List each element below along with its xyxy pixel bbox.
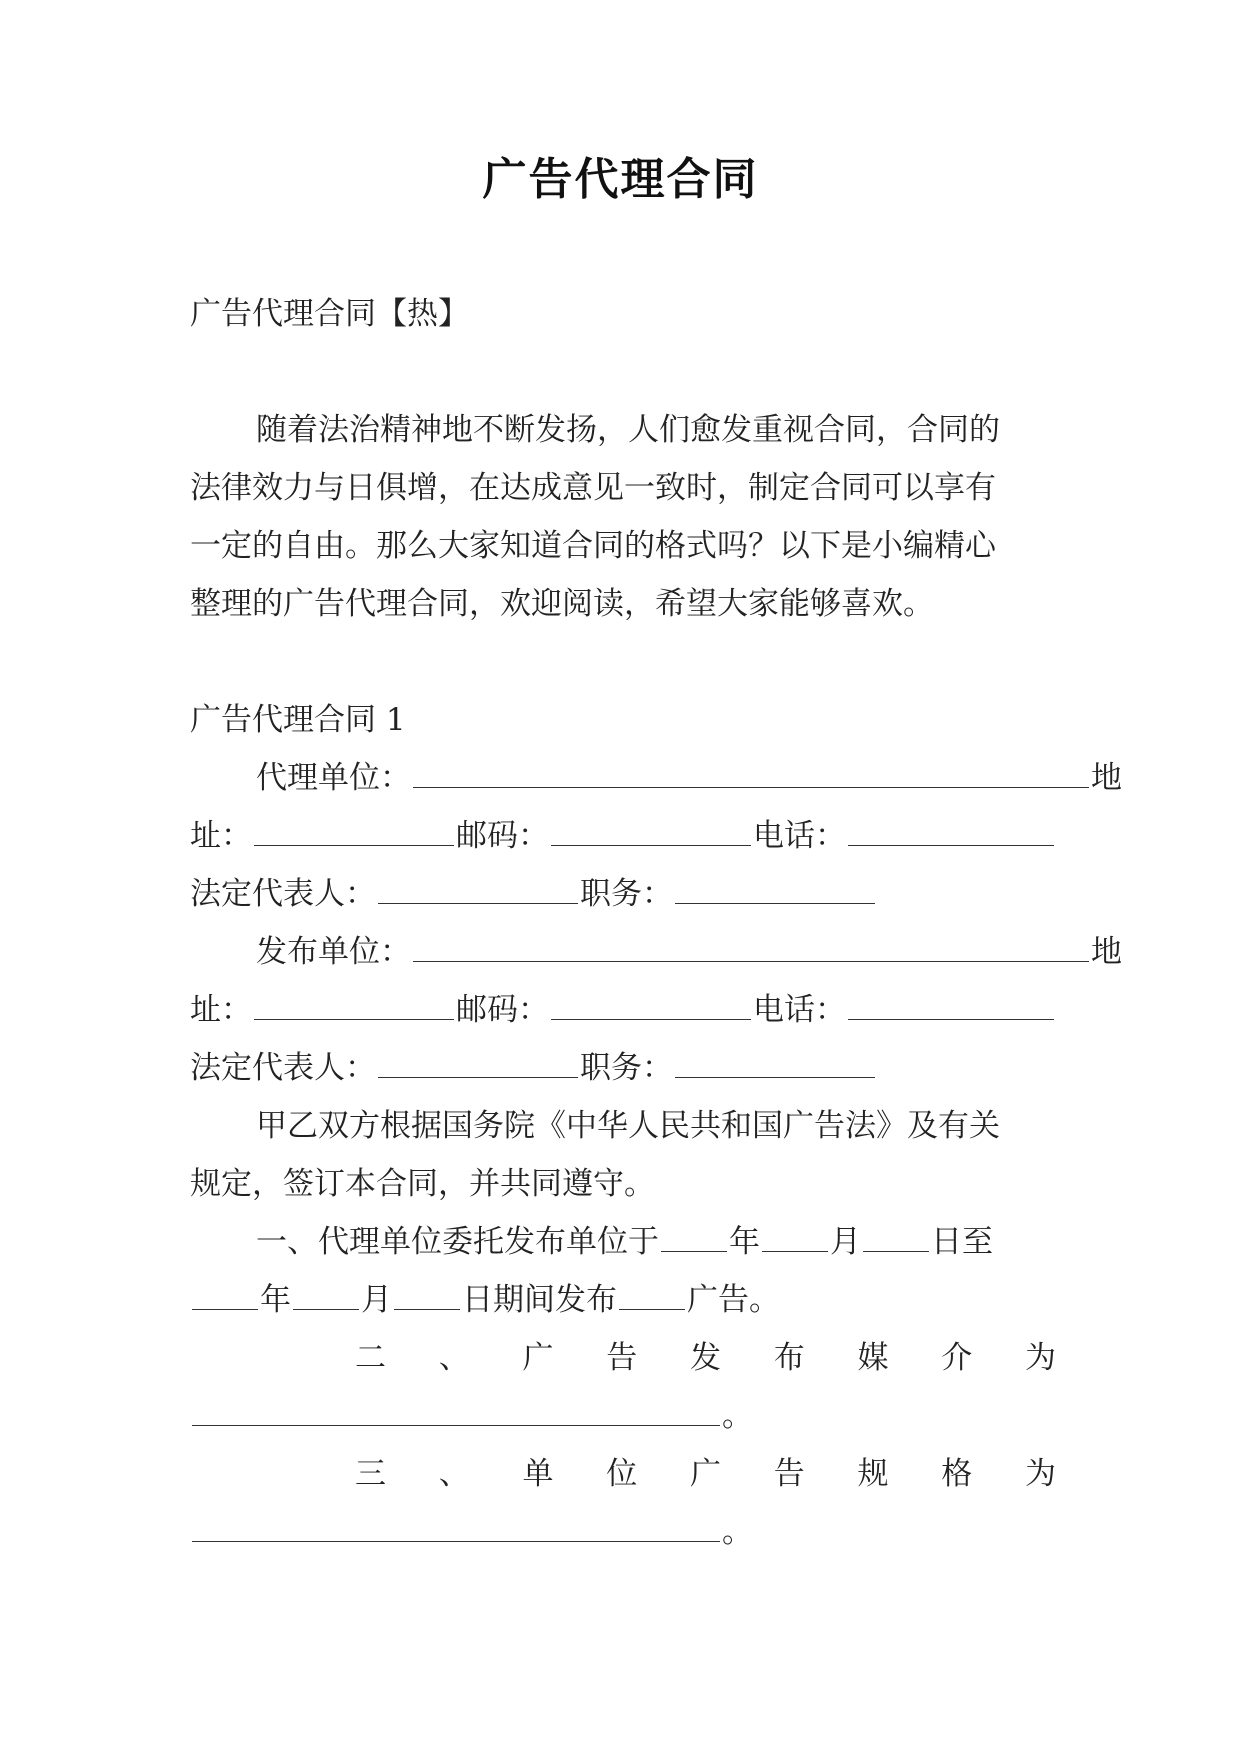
clause1-end-year-label: 年 bbox=[260, 1282, 291, 1318]
agent-phone-blank[interactable] bbox=[848, 819, 1054, 846]
agent-unit-blank[interactable] bbox=[413, 761, 1089, 788]
clause1-end-year-blank[interactable] bbox=[192, 1283, 258, 1310]
intro-line-2: 法律效力与日俱增，在达成意见一致时，制定合同可以享有 bbox=[190, 470, 996, 506]
publisher-phone-label: 电话： bbox=[753, 992, 846, 1028]
agent-phone-label: 电话： bbox=[753, 818, 846, 854]
clause2-justified bbox=[355, 1329, 1056, 1387]
clause3-char: 告 bbox=[773, 1456, 805, 1492]
publisher-zip-label: 邮码： bbox=[456, 992, 549, 1028]
spacer bbox=[190, 633, 1056, 691]
agent-unit-line bbox=[190, 749, 1122, 807]
clause3-char: 位 bbox=[606, 1456, 638, 1492]
clause1-ad-blank[interactable] bbox=[619, 1283, 685, 1310]
clause2-char: 发 bbox=[690, 1340, 721, 1376]
publisher-address-blank[interactable] bbox=[254, 993, 454, 1020]
clause1-year-label: 年 bbox=[729, 1224, 760, 1260]
clause1-start-month-blank[interactable] bbox=[762, 1225, 828, 1252]
clause2-char: 二 bbox=[355, 1340, 386, 1376]
agent-zip-label: 邮码： bbox=[456, 818, 549, 854]
clause3-char: 为 bbox=[1025, 1456, 1056, 1492]
publisher-zip-blank[interactable] bbox=[551, 993, 751, 1020]
clause2-char: 媒 bbox=[857, 1340, 889, 1376]
agent-rep-line bbox=[190, 865, 1056, 923]
clause3-char: 格 bbox=[941, 1456, 973, 1492]
clause2-char: 介 bbox=[941, 1340, 973, 1376]
clause2-media-blank[interactable] bbox=[192, 1399, 720, 1426]
clause1-period-label: 日期间发布 bbox=[462, 1282, 617, 1318]
clause3-char: 、 bbox=[438, 1456, 470, 1492]
intro-line-4: 整理的广告代理合同，欢迎阅读，希望大家能够喜欢。 bbox=[190, 586, 934, 622]
clause1-prefix: 一、代理单位委托发布单位于 bbox=[256, 1224, 659, 1260]
clause1-line2 bbox=[190, 1271, 1056, 1329]
publisher-rep-blank[interactable] bbox=[378, 1051, 578, 1078]
document-title: 广告代理合同 bbox=[482, 154, 759, 205]
section-heading: 广告代理合同 1 bbox=[190, 702, 406, 738]
spacer bbox=[190, 343, 1056, 401]
clause1-start-day-blank[interactable] bbox=[863, 1225, 929, 1252]
intro-line-3: 一定的自由。那么大家知道合同的格式吗？以下是小编精心 bbox=[190, 528, 996, 564]
agent-zip-blank[interactable] bbox=[551, 819, 751, 846]
clause1-end-month-blank[interactable] bbox=[293, 1283, 359, 1310]
agent-position-label: 职务： bbox=[580, 876, 673, 912]
agent-address-label-part1: 地 bbox=[1091, 760, 1122, 796]
publisher-unit-line bbox=[190, 923, 1122, 981]
clause1-line1 bbox=[190, 1213, 1122, 1271]
agent-address-blank[interactable] bbox=[254, 819, 454, 846]
agent-unit-label: 代理单位： bbox=[256, 760, 411, 796]
clause1-end-day-blank[interactable] bbox=[394, 1283, 460, 1310]
publisher-address-label-part1: 地 bbox=[1091, 934, 1122, 970]
publisher-rep-label: 法定代表人： bbox=[190, 1050, 376, 1086]
clause1-day-to-label: 日至 bbox=[931, 1224, 993, 1260]
clause2-line1 bbox=[190, 1329, 1056, 1387]
clause3-line2 bbox=[190, 1503, 1056, 1561]
clause2-char: 为 bbox=[1025, 1340, 1056, 1376]
publisher-unit-blank[interactable] bbox=[413, 935, 1089, 962]
agent-rep-blank[interactable] bbox=[378, 877, 578, 904]
clause2-char: 、 bbox=[438, 1340, 470, 1376]
document-subtitle: 广告代理合同【热】 bbox=[190, 296, 469, 332]
clause2-char: 广 bbox=[522, 1340, 554, 1376]
clause2-line2 bbox=[190, 1387, 1056, 1445]
clause3-char: 单 bbox=[522, 1456, 554, 1492]
clause3-char: 广 bbox=[690, 1456, 721, 1492]
clause2-char: 布 bbox=[773, 1340, 805, 1376]
clause1-end-label: 广告。 bbox=[687, 1282, 780, 1318]
clause3-justified bbox=[355, 1445, 1056, 1503]
clause3-line1 bbox=[190, 1445, 1056, 1503]
publisher-unit-label: 发布单位： bbox=[256, 934, 411, 970]
publisher-rep-line bbox=[190, 1039, 1056, 1097]
publisher-position-blank[interactable] bbox=[675, 1051, 875, 1078]
clause1-start-year-blank[interactable] bbox=[661, 1225, 727, 1252]
publisher-position-label: 职务： bbox=[580, 1050, 673, 1086]
clause3-end: 。 bbox=[722, 1514, 753, 1550]
publisher-phone-blank[interactable] bbox=[848, 993, 1054, 1020]
publisher-contact-line bbox=[190, 981, 1056, 1039]
clause1-end-month-label: 月 bbox=[361, 1282, 392, 1318]
publisher-address-label-part2: 址： bbox=[190, 992, 252, 1028]
agent-position-blank[interactable] bbox=[675, 877, 875, 904]
agent-contact-line bbox=[190, 807, 1056, 865]
clause3-spec-blank[interactable] bbox=[192, 1515, 720, 1542]
clause3-char: 三 bbox=[355, 1456, 386, 1492]
basis-line-1: 甲乙双方根据国务院《中华人民共和国广告法》及有关 bbox=[256, 1108, 1000, 1144]
clause1-month-label: 月 bbox=[830, 1224, 861, 1260]
clause2-char: 告 bbox=[606, 1340, 638, 1376]
intro-line-1: 随着法治精神地不断发扬，人们愈发重视合同，合同的 bbox=[256, 412, 1000, 448]
agent-rep-label: 法定代表人： bbox=[190, 876, 376, 912]
agent-address-label-part2: 址： bbox=[190, 818, 252, 854]
clause3-char: 规 bbox=[857, 1456, 889, 1492]
document-body bbox=[190, 285, 1122, 1561]
basis-line-2: 规定，签订本合同，并共同遵守。 bbox=[190, 1166, 655, 1202]
clause2-end: 。 bbox=[722, 1398, 753, 1434]
